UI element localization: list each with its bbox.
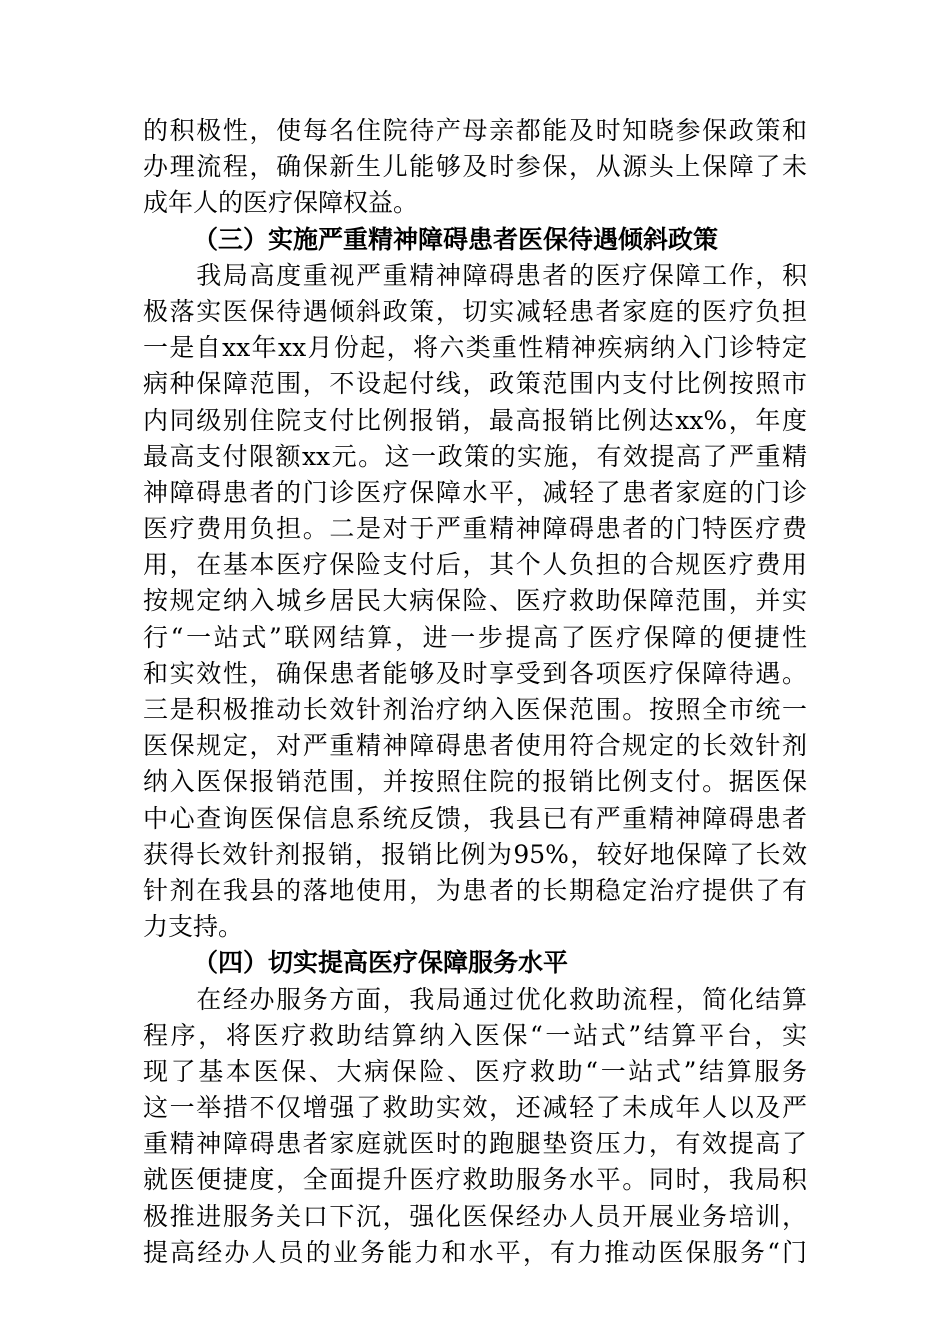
paragraph-line: 三是积极推动长效针剂治疗纳入医保范围。按照全市统一 (143, 695, 807, 724)
paragraph-line: 这一举措不仅增强了救助实效，还减轻了未成年人以及严 (143, 1093, 807, 1123)
paragraph-line: 极推进服务关口下沉，强化医保经办人员开展业务培训， (143, 1201, 807, 1231)
paragraph-line: 行“一站式”联网结算，进一步提高了医疗保障的便捷性 (143, 622, 807, 652)
paragraph-line: 我局高度重视严重精神障碍患者的医疗保障工作，积 (143, 260, 807, 290)
paragraph-line: 重精神障碍患者家庭就医时的跑腿垫资压力，有效提高了 (143, 1129, 807, 1159)
paragraph-line: 病种保障范围，不设起付线，政策范围内支付比例按照市 (143, 369, 807, 399)
paragraph-line: 成年人的医疗保障权益。 (143, 188, 419, 218)
section-heading: （三）实施严重精神障碍患者医保待遇倾斜政策 (193, 224, 719, 254)
paragraph-line: 按规定纳入城乡居民大病保险、医疗救助保障范围，并实 (143, 586, 807, 616)
paragraph-line: 用，在基本医疗保险支付后，其个人负担的合规医疗费用 (143, 550, 807, 580)
section-heading: （四）切实提高医疗保障服务水平 (193, 948, 569, 978)
paragraph-line: 中心查询医保信息系统反馈，我县已有严重精神障碍患者 (143, 803, 807, 833)
paragraph-line: 的积极性，使每名住院待产母亲都能及时知晓参保政策和 (143, 116, 807, 145)
paragraph-line: 医疗费用负担。二是对于严重精神障碍患者的门特医疗费 (143, 514, 807, 544)
paragraph-line: 最高支付限额xx元。这一政策的实施，有效提高了严重精 (143, 441, 807, 471)
paragraph-line: 提高经办人员的业务能力和水平，有力推动医保服务“门 (143, 1237, 807, 1267)
paragraph-line: 办理流程，确保新生儿能够及时参保，从源头上保障了未 (143, 152, 807, 182)
paragraph-line: 医保规定，对严重精神障碍患者使用符合规定的长效针剂 (143, 731, 807, 761)
paragraph-line: 程序，将医疗救助结算纳入医保“一站式”结算平台，实 (143, 1020, 807, 1050)
paragraph-line: 获得长效针剂报销，报销比例为95%，较好地保障了长效 (143, 839, 807, 869)
paragraph-line: 内同级别住院支付比例报销，最高报销比例达xx%，年度 (143, 405, 807, 435)
paragraph-line: 在经办服务方面，我局通过优化救助流程，简化结算 (143, 984, 807, 1014)
paragraph-line: 神障碍患者的门诊医疗保障水平，减轻了患者家庭的门诊 (143, 477, 807, 507)
paragraph-line: 力支持。 (143, 912, 244, 942)
paragraph-line: 现了基本医保、大病保险、医疗救助“一站式”结算服务 (143, 1056, 807, 1086)
paragraph-line: 一是自xx年xx月份起，将六类重性精神疾病纳入门诊特定 (143, 333, 807, 363)
paragraph-line: 就医便捷度，全面提升医疗救助服务水平。同时，我局积 (143, 1165, 807, 1195)
paragraph-line: 针剂在我县的落地使用，为患者的长期稳定治疗提供了有 (143, 875, 807, 905)
paragraph-line: 极落实医保待遇倾斜政策，切实减轻患者家庭的医疗负担 (143, 296, 807, 326)
paragraph-line: 和实效性，确保患者能够及时享受到各项医疗保障待遇。 (143, 658, 807, 688)
document-body (143, 113, 807, 1271)
paragraph-line: 纳入医保报销范围，并按照住院的报销比例支付。据医保 (143, 767, 807, 797)
